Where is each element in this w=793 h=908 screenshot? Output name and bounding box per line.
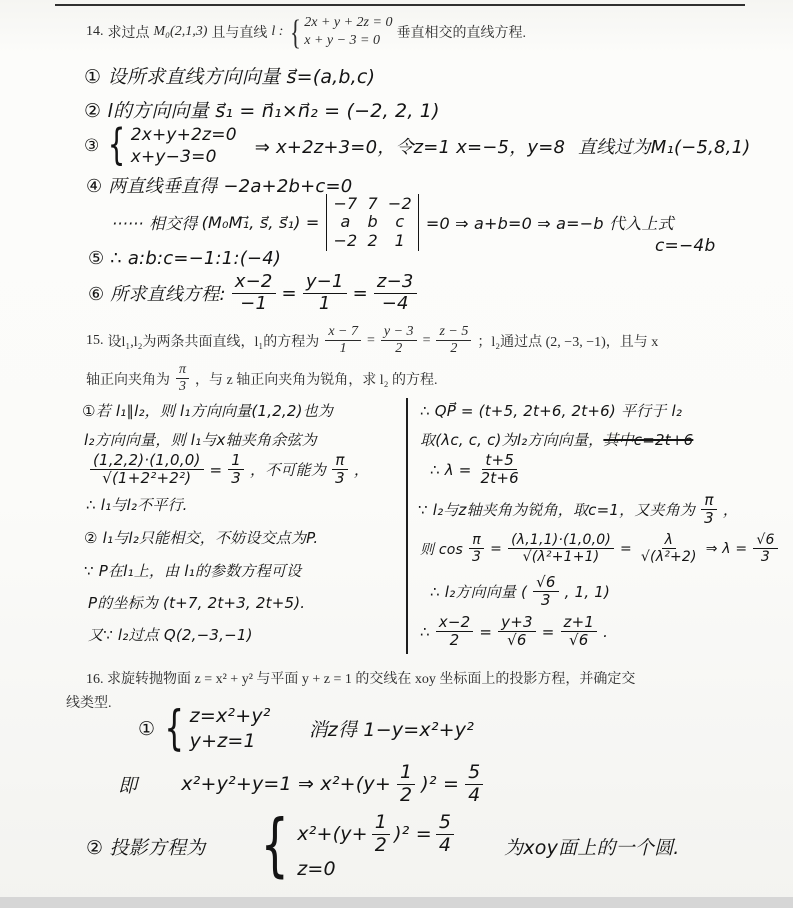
denominator: 3 [541,591,551,610]
denominator: 2 [399,783,413,806]
denominator: √6 [507,631,527,650]
step-marker: ③ [84,136,100,157]
equation-system [287,14,392,50]
therefore-sign: ∴ [420,622,430,641]
point-label: M₀(2,1,3) [153,24,208,40]
denominator: 2 [395,341,403,357]
determinant [326,194,418,251]
equation-part: )² = [421,773,460,796]
equals-sign: = [619,540,632,557]
direction-rest: , 1, 1) [564,582,611,601]
problem-text: 轴正向夹角为 [86,372,170,388]
elimination: 消z得 1−y=x²+y² [308,719,475,742]
numerator: z − 5 [436,324,471,341]
problem-16-statement-line-2: 线类型. [66,696,112,711]
equation: 2x + y + 2z = 0 [304,15,393,30]
lambda-label: ∴ λ = [430,460,472,479]
direction-choice: 取(λc, c, c)为l₂方向向量， [420,431,604,449]
equation: 2x+y+2z=0 [130,125,237,145]
numerator: x−2 [436,614,474,632]
problem-text: ，与 z 轴正向夹角为锐角，求 l₂ 的方程. [195,372,438,388]
solution-16-step-1 [138,700,475,756]
namely-label: 即 [118,774,138,797]
angle-condition: ∵ l₂与z轴夹角为锐角，取c=1，又夹角为 [418,501,696,520]
implies-lambda: ⇒ λ = [705,540,748,557]
fraction [478,452,522,488]
curve-type-conclusion: 为xoy面上的一个圆. [504,837,680,860]
c-value: c=−4b [655,236,716,256]
solution-15-left-line-4: ∴ l₁与l₂不平行. [86,496,188,514]
solution-15-left-line-5: ② l₁与l₂只能相交，不妨设交点为P. [84,529,319,547]
brace: { [108,120,126,170]
fraction [469,532,484,565]
matrix-cell: −2 [387,194,412,213]
step-label: ② 投影方程为 [86,837,206,860]
fraction [332,452,348,488]
brace: { [261,806,290,886]
punctuation: ， [722,501,739,520]
fraction [232,272,276,314]
denominator: −4 [381,292,409,314]
solution-14-step-2: ② l的方向向量 s⃗₁ = n⃗₁×n⃗₂ = (−2, 2, 1) [84,100,440,122]
equation-rows [304,14,392,50]
solution-15-left-line-6: ∵ P在l₁上，由 l₁的参数方程可设 [84,562,302,580]
fraction [508,532,614,565]
solution-15-right-direction [430,574,610,610]
numerator: y+3 [498,614,536,632]
denominator: 1 [339,341,347,357]
denominator: 3 [231,469,242,488]
solution-14-step-5: ⑤ ∴ a:b:c=−1:1:(−4) [88,248,282,269]
equals-sign: = [366,332,375,348]
page-top-edge [55,4,745,6]
solution-15-right-line-1: ∴ QP⃗ = (t+5, 2t+6, 2t+6) 平行于 l₂ [420,402,683,420]
numerator: (1,2,2)·(1,0,0) [90,452,204,470]
solution-15-left-line-7: P的坐标为 (t+7, 2t+3, 2t+5). [88,594,306,612]
fraction [638,532,700,565]
numerator: π [701,492,716,510]
equation [297,812,456,857]
numerator: 1 [397,762,415,785]
fraction [498,614,536,650]
line-label: l : [271,24,284,40]
matrix-cell: 1 [394,230,406,250]
denominator: √(1+2²+2²) [102,469,192,488]
numerator: √6 [753,532,777,549]
equation-part: x²+(y+ [297,823,368,845]
matrix-cell: c [395,212,405,232]
solution-15-left-line-8: 又∵ l₂过点 Q(2,−3,−1) [88,626,253,644]
problem-number: 14. [86,24,104,40]
equals-sign: = [209,460,223,479]
brace: { [164,700,185,756]
problem-text: 求过点 [107,26,150,42]
denominator: 3 [472,549,482,566]
solution-15-left-line-1: ①若 l₁∥l₂，则 l₁方向向量(1,2,2)也为 [82,402,334,420]
fraction [465,762,483,807]
solution-14-intersection [112,194,674,251]
denominator: 4 [468,783,481,806]
fraction [753,532,777,565]
solution-14-step-4: ④ 两直线垂直得 −2a+2b+c=0 [86,176,353,197]
equation-system [159,700,271,756]
denominator: 3 [760,549,771,566]
denominator: 2 [450,341,458,357]
denominator: 4 [438,833,452,856]
numerator: t+5 [482,452,517,470]
problem-14-statement [86,14,526,50]
equation: x²+y²+y=1 ⇒ x²+(y+ [181,773,391,796]
solution-15-right-cosine [420,532,780,565]
solution-16-step-3 [86,806,680,886]
equals-sign: = [422,332,431,348]
projection-system [253,806,456,886]
numerator: π [469,532,484,549]
denominator: √(λ²+1+1) [522,549,600,566]
denominator: 3 [704,509,714,528]
fraction [533,574,559,610]
punctuation: . [603,622,609,641]
equation-part: )² = [394,823,432,845]
numerator: y−1 [303,272,347,294]
solution-15-right-lambda [430,452,524,488]
matrix-cell: −7 [333,194,358,213]
numerator: 1 [372,812,390,835]
matrix-cell: a [340,212,351,232]
solution-14-point-conclusion: 直线过为M₁(−5,8,1) [578,137,751,158]
numerator: 5 [465,762,483,785]
fraction [176,362,189,395]
matrix-cell: b [367,212,378,232]
solution-15-left-line-2: l₂方向向量，则 l₁与x轴夹角余弦为 [84,431,317,449]
equals-sign: = [352,282,368,304]
equation: z=x²+y² [189,705,271,727]
denominator: −1 [240,292,268,314]
fraction [436,324,471,357]
fraction [374,272,417,314]
numerator: √6 [533,574,559,592]
denominator: 3 [179,379,186,395]
problem-number: 15. [86,332,104,348]
denominator: 2 [374,833,388,856]
fraction [701,492,717,528]
mixed-product: (M₀M₁⃗, s⃗, s⃗₁) = [201,213,320,233]
numerator: z+1 [561,614,598,632]
solution-14-step-6 [88,272,419,314]
numerator: 1 [228,452,244,470]
solution-14-step-3 [84,120,566,170]
fraction [436,812,454,857]
brace: { [290,12,302,52]
punctuation: ， [353,461,370,480]
solution-14-step-1: ① 设所求直线方向向量 s⃗=(a,b,c) [84,66,376,88]
solution-15-right-line-4 [418,492,738,528]
problem-text: 设l₁,l₂为两条共面直线，l₁的方程为 [107,334,320,350]
fraction [372,812,390,857]
solution-16-step-2 [118,762,485,807]
numerator: z−3 [374,272,417,294]
fraction [325,324,361,357]
cosine-remark: ，不可能为 [250,461,327,480]
equation-system [103,120,237,170]
problem-text: ；l₂通过点 (2, −3, −1)，且与 x [477,334,659,350]
solution-15-left-cosine [88,452,369,488]
bottom-edge-bar [0,897,793,908]
numerator: (λ,1,1)·(1,0,0) [508,532,614,549]
fraction [90,452,204,488]
step-marker: ① [138,717,156,740]
numerator: y − 3 [381,324,417,341]
direction-label: ∴ l₂方向向量 ( [430,583,528,602]
problem-text: 且与直线 [211,26,268,42]
denominator: 1 [318,292,331,314]
numerator: π [332,452,347,470]
solution-15-right-line-2 [420,429,693,450]
fraction [561,614,598,650]
solution-15-right-final [420,614,608,650]
derivation: ⇒ x+2z+3=0，令z=1 x=−5，y=8 [254,137,566,159]
numerator: 5 [436,812,454,835]
denominator: √(λ²+2) [640,549,697,566]
denominator: 3 [335,469,345,488]
matrix-cell: 2 [367,230,378,250]
cos-label: 则 cos [420,541,464,558]
denominator: √6 [569,631,589,650]
denominator: 2t+6 [480,469,519,488]
problem-16-statement-line-1: 16. 求旋转抛物面 z = x² + y² 与平面 y + z = 1 的交线在 xoy 坐标面上的投影方程，并确定交 [86,672,636,687]
fraction [228,452,244,488]
numerator: λ [662,532,677,549]
equation: x + y − 3 = 0 [304,33,381,49]
column-divider [406,398,408,654]
problem-15-statement-line-1 [86,324,658,357]
numerator: x − 7 [325,324,361,341]
fraction [397,762,415,807]
equals-sign: = [479,622,493,641]
step-label: ⑥ 所求直线方程: [88,284,226,306]
equation-rows [131,124,237,168]
fraction [436,614,474,650]
equation: z=0 [297,857,336,880]
equals-sign: = [541,622,555,641]
equation: x+y−3=0 [130,147,217,168]
equals-sign: = [281,282,297,304]
matrix-cell: 7 [367,194,378,213]
intersection-prefix: ······ 相交得 [112,214,198,234]
problem-text: 垂直相交的直线方程. [396,26,526,42]
equals-sign: = [490,540,503,557]
equation: y+z=1 [189,729,256,752]
fraction [303,272,347,314]
struck-text: 其中c=2t+6 [603,431,694,449]
matrix-cell: −2 [333,230,358,250]
equation-rows [297,812,456,881]
intersection-result: =0 ⇒ a+b=0 ⇒ a=−b 代入上式 [425,214,674,234]
numerator: x−2 [232,272,276,294]
equation-rows [190,704,271,753]
denominator: 2 [449,631,460,650]
fraction [381,324,417,357]
problem-15-statement-line-2 [86,362,438,395]
numerator: π [176,362,189,379]
